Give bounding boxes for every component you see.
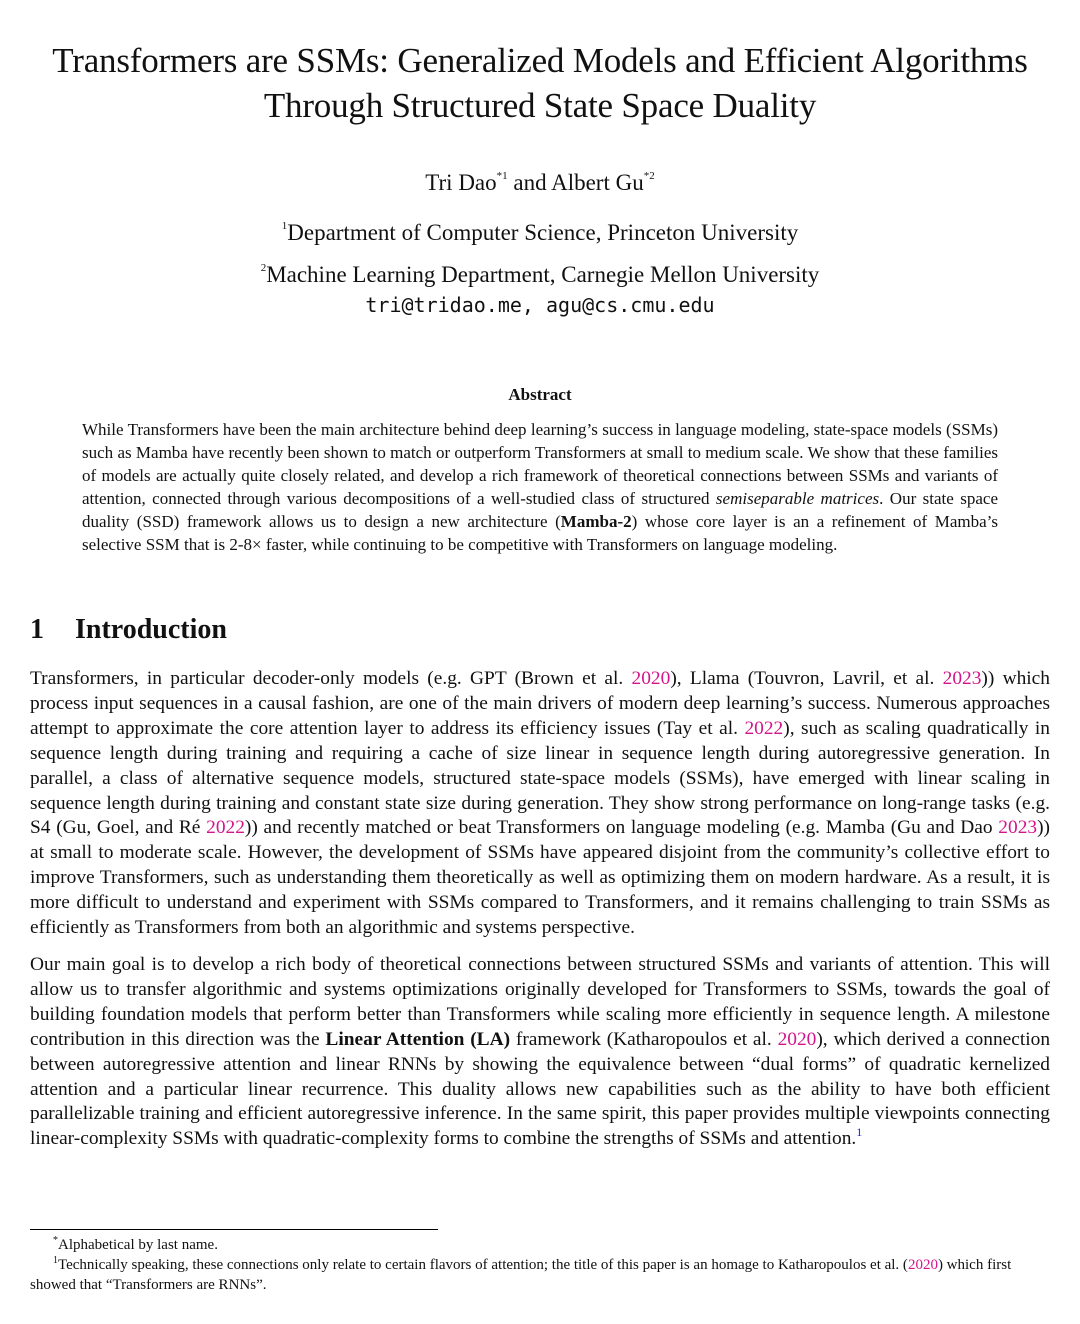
footnote-mark: * bbox=[53, 1235, 58, 1246]
author-emails: tri@tridao.me, agu@cs.cmu.edu bbox=[365, 293, 715, 317]
introduction-body bbox=[30, 667, 1050, 1164]
author-mark: *2 bbox=[643, 170, 655, 182]
author-name: Albert Gu bbox=[551, 170, 644, 195]
affiliation-1 bbox=[30, 218, 1050, 248]
author-join: and bbox=[513, 170, 547, 195]
author-name: Tri Dao bbox=[425, 170, 497, 195]
abstract-segment: ) whose core layer is an a refinement of Mamba’s selective SSM that is 2-8× faster, while continuing to be competitive with Transformers on language modeling. bbox=[82, 512, 998, 554]
citation-link[interactable]: 2020 bbox=[907, 1257, 938, 1273]
footnote-text: Alphabetical by last name. bbox=[58, 1237, 218, 1253]
abstract-text bbox=[82, 418, 998, 556]
paragraph bbox=[30, 667, 1050, 941]
paragraph bbox=[30, 953, 1050, 1152]
text-segment: Our main goal is to develop a rich body of theoretical connections between structured SSMs and variants of attention. This will allow us to transfer algorithmic and systems optimizations originally developed for Transformers to SSMs, towards the goal of building foundation models that perform better than Transformers while scaling more efficiently in sequence length. A milestone contribution in this direction was the bbox=[30, 953, 1050, 1050]
footnote-mark: 1 bbox=[53, 1255, 58, 1266]
footnote-text: ) which first showed that “Transformers are RNNs”. bbox=[30, 1257, 1012, 1293]
abstract-bold: Mamba-2 bbox=[560, 512, 632, 531]
section-heading bbox=[30, 613, 227, 647]
text-segment: ), such as scaling quadratically in sequence length during training and requiring a cache of size linear in sequence length during autoregressive generation. In parallel, a class of alternative sequence models, structured state-space models (SSMs), have emerged with linear scaling in sequence length during training and constant state size during generation. They show strong performance on long-range tasks (e.g. S4 (Gu, Goel, and Ré bbox=[30, 717, 1050, 839]
affiliation-text: Department of Computer Science, Princeton University bbox=[287, 220, 799, 245]
abstract-segment: . Our state space duality (SSD) framework allows us to design a new architecture ( bbox=[82, 489, 998, 531]
paper-title bbox=[30, 38, 1050, 128]
footnotes bbox=[30, 1235, 1050, 1295]
text-segment: ), which derived a connection between autoregressive attention and linear RNNs by showing the equivalence between “dual forms” of quadratic kernelized attention and a particular linear recurrence. This duality allows new capabilities such as the ability to have both efficient parallelizable training and efficient autoregressive inference. In the same spirit, this paper provides multiple viewpoints connecting linear-complexity SSMs with quadratic-complexity forms to combine the strengths of SSMs and attention. bbox=[30, 1028, 1051, 1150]
citation-link[interactable]: 2022 bbox=[744, 717, 784, 739]
abstract-segment: While Transformers have been the main architecture behind deep learning’s success in language modeling, state-space models (SSMs) such as Mamba have recently been shown to match or outperform Transformers at small to medium scale. We show that these families of models are actually quite closely related, and develop a rich framework of theoretical connections between SSMs and variants of attention, connected through various decompositions of a well-studied class of structured bbox=[82, 420, 998, 508]
affiliation-text: Machine Learning Department, Carnegie Mellon University bbox=[266, 262, 820, 287]
title-line-2: Through Structured State Space Duality bbox=[263, 86, 817, 125]
text-segment: ), Llama (Touvron, Lavril, et al. bbox=[670, 668, 943, 689]
citation-link[interactable]: 2023 bbox=[998, 817, 1038, 839]
affiliation-mark: 2 bbox=[260, 262, 267, 274]
abstract-emphasis: semiseparable matrices bbox=[715, 489, 880, 508]
citation-link[interactable]: 2020 bbox=[777, 1028, 817, 1050]
affiliation-2 bbox=[30, 260, 1050, 290]
footnote-1 bbox=[30, 1255, 1050, 1295]
title-line-1: Transformers are SSMs: Generalized Models and Efficient Algorithms bbox=[52, 41, 1028, 80]
section-title: Introduction bbox=[75, 614, 227, 645]
text-segment: )) at small to moderate scale. However, the development of SSMs have appeared disjoint from the community’s collective effort to improve Transformers, such as understanding them theoretically as well as optimizing them on modern hardware. As a result, it is more difficult to understand and experiment with SSMs compared to Transformers, and it remains challenging to train SSMs as efficiently as Transformers from both an algorithmic and systems perspective. bbox=[30, 817, 1050, 939]
text-segment: framework (Katharopoulos et al. bbox=[510, 1028, 778, 1050]
bold-term: Linear Attention (LA) bbox=[325, 1028, 511, 1050]
section-number: 1 bbox=[30, 614, 44, 645]
text-segment: )) and recently matched or beat Transformers on language modeling (e.g. Mamba (Gu and Dao bbox=[244, 817, 999, 839]
abstract-heading: Abstract bbox=[508, 385, 572, 404]
footnote-ref-link[interactable]: 1 bbox=[856, 1125, 863, 1140]
text-segment: Transformers, in particular decoder-only models (e.g. GPT (Brown et al. bbox=[30, 668, 632, 689]
author-mark: *1 bbox=[496, 170, 508, 182]
footnote-rule bbox=[30, 1229, 438, 1230]
citation-link[interactable]: 2023 bbox=[942, 668, 982, 689]
citation-link[interactable]: 2020 bbox=[631, 668, 671, 689]
footnote-star bbox=[30, 1235, 1050, 1255]
citation-link[interactable]: 2022 bbox=[206, 817, 245, 839]
text-segment: )) which process input sequences in a causal fashion, are one of the main drivers of modern deep learning’s success. Numerous approaches attempt to approximate the core attention layer to address its efficiency issues (Tay et al. bbox=[30, 668, 1050, 739]
author-list bbox=[30, 168, 1050, 198]
footnote-text: Technically speaking, these connections only relate to certain flavors of attention; the title of this paper is an homage to Katharopoulos et al. ( bbox=[58, 1257, 908, 1273]
affiliation-mark: 1 bbox=[281, 220, 288, 232]
